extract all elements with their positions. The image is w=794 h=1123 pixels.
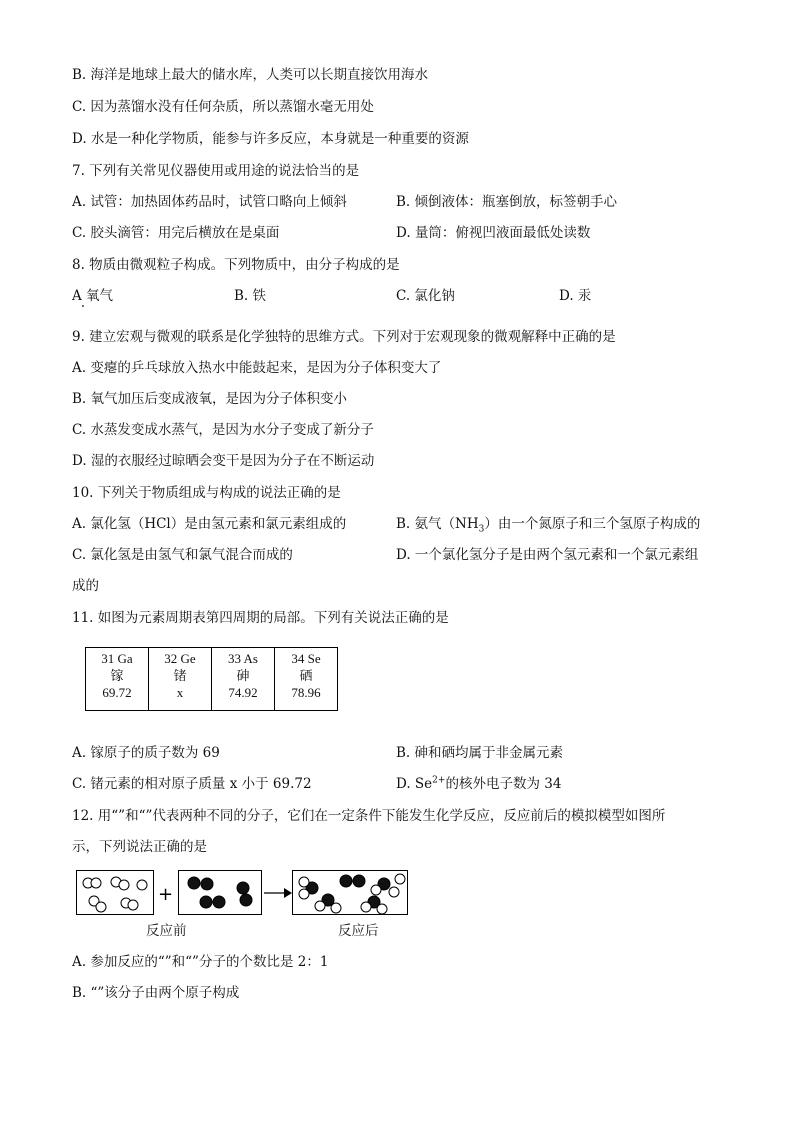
q10-stem: 10. 下列关于物质组成与构成的说法正确的是 — [72, 485, 341, 501]
q11-option-d-pre: D. Se — [396, 776, 433, 792]
q7-option-b: B. 倾倒液体：瓶塞倒放，标签朝手心 — [396, 194, 618, 210]
element-cell-ga — [86, 648, 149, 711]
q9-option-d: D. 湿的衣服经过晾晒会变干是因为分子在不断运动 — [72, 453, 375, 469]
q10-option-b-pre: B. 氨气（NH — [396, 516, 479, 532]
q12-option-a: A. 参加反应的“”和“”分子的个数比是 2：1 — [72, 954, 329, 970]
element-name: 锗 — [173, 668, 187, 683]
q6-option-b: B. 海洋是地球上最大的储水库，人类可以长期直接饮用海水 — [72, 67, 429, 83]
before-label: 反应前 — [146, 923, 187, 939]
q7-stem: 7. 下列有关常见仪器使用或用途的说法恰当的是 — [72, 163, 360, 179]
q8-option-a: A 氧气 — [72, 288, 114, 304]
q10-option-d-continued: 成的 — [72, 578, 99, 594]
element-header: 31 Ga — [101, 651, 133, 666]
q11-option-d-post: 的核外电子数为 34 — [445, 776, 562, 792]
q9-option-a: A. 变瘪的乒乓球放入热水中能鼓起来，是因为分子体积变大了 — [72, 360, 442, 376]
after-label: 反应后 — [338, 923, 379, 939]
element-name: 镓 — [110, 668, 124, 683]
q9-option-c: C. 水蒸发变成水蒸气，是因为水分子变成了新分子 — [72, 422, 374, 438]
q11-option-d-superscript: 2+ — [432, 775, 446, 786]
element-cell-as — [212, 648, 275, 711]
white-molecule-pairs — [83, 877, 147, 912]
black-molecule-pairs — [188, 877, 252, 908]
q10-option-a: A. 氯化氢（HCl）是由氢元素和氯元素组成的 — [72, 516, 347, 532]
plus-sign: + — [158, 884, 174, 905]
element-header: 32 Ge — [164, 651, 196, 666]
q10-option-d: D. 一个氯化氢分子是由两个氢元素和一个氯元素组 — [396, 547, 699, 563]
q11-stem: 11. 如图为元素周期表第四周期的局部。下列有关说法正确的是 — [72, 610, 449, 626]
q11-option-d — [396, 775, 561, 793]
product-molecules — [299, 874, 405, 914]
q8-stem: 8. 物质由微观粒子构成。下列物质中，由分子构成的是 — [72, 257, 400, 273]
element-cell-ge — [149, 648, 212, 711]
q12-stem-continued: 示，下列说法正确的是 — [72, 839, 207, 855]
q7-option-d: D. 量筒：俯视凹液面最低处读数 — [396, 225, 591, 241]
element-mass: x — [176, 685, 184, 700]
q11-option-a: A. 镓原子的质子数为 69 — [72, 745, 220, 761]
element-header: 34 Se — [291, 651, 321, 666]
q8-option-d: D. 汞 — [559, 288, 592, 304]
q11-option-b: B. 砷和硒均属于非金属元素 — [396, 745, 564, 761]
element-name: 硒 — [299, 668, 313, 683]
element-name: 砷 — [236, 668, 250, 683]
reaction-model-diagram — [76, 868, 416, 920]
element-mass: 74.92 — [228, 685, 258, 700]
element-mass: 69.72 — [102, 685, 132, 700]
q9-option-b: B. 氧气加压后变成液氧，是因为分子体积变小 — [72, 391, 348, 407]
element-cell-se — [275, 648, 338, 711]
q10-option-b-subscript: 3 — [478, 524, 485, 535]
q6-option-d: D. 水是一种化学物质，能参与许多反应，本身就是一种重要的资源 — [72, 131, 469, 147]
q7-option-a: A. 试管：加热固体药品时，试管口略向上倾斜 — [72, 194, 347, 210]
element-header: 33 As — [228, 651, 258, 666]
q10-option-c: C. 氯化氢是由氢气和氯气混合而成的 — [72, 547, 293, 563]
q9-stem: 9. 建立宏观与微观的联系是化学独特的思维方式。下列对于宏观现象的微观解释中正确的是 — [72, 329, 616, 345]
reaction-arrow-head — [284, 888, 292, 898]
periodic-table-fragment — [85, 647, 338, 711]
stray-dot — [82, 305, 84, 307]
q6-option-c: C. 因为蒸馏水没有任何杂质，所以蒸馏水毫无用处 — [72, 99, 374, 115]
q11-option-c: C. 锗元素的相对原子质量 x 小于 69.72 — [72, 776, 312, 792]
q7-option-c: C. 胶头滴管：用完后横放在是桌面 — [72, 225, 280, 241]
q12-stem: 12. 用“”和“”代表两种不同的分子，它们在一定条件下能发生化学反应，反应前后的模拟模型如图所 — [72, 808, 666, 824]
q12-option-b: B. “”该分子由两个原子构成 — [72, 985, 240, 1001]
q8-option-b: B. 铁 — [234, 288, 267, 304]
q10-option-b — [396, 515, 700, 533]
q10-option-b-post: ）由一个氮原子和三个氢原子构成的 — [484, 516, 701, 532]
element-mass: 78.96 — [291, 685, 321, 700]
q8-option-c: C. 氯化钠 — [396, 288, 455, 304]
